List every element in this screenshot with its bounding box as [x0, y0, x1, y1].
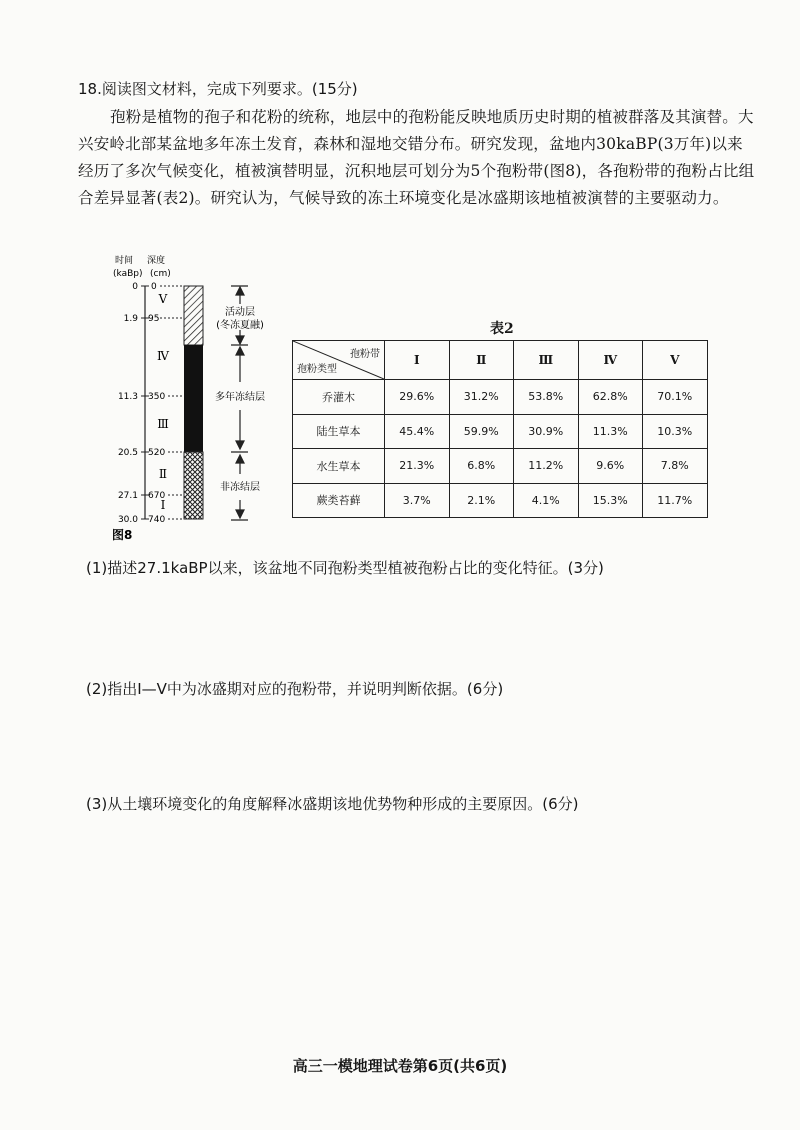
pollen-table [292, 340, 708, 518]
table-row [293, 449, 708, 484]
active-layer-note: (冬冻夏融) [216, 320, 264, 331]
table-row [293, 483, 708, 518]
table-corner-cell [293, 341, 385, 380]
question-2: (2)指出Ⅰ—Ⅴ中为冰盛期对应的孢粉带，并说明判断依据。(6分) [86, 680, 504, 698]
corner-bottom-label: 孢粉类型 [297, 364, 337, 375]
depth-axis-label: 深度 [147, 256, 166, 266]
question-3: (3)从土壤环境变化的角度解释冰盛期该地优势物种形成的主要原因。(6分) [86, 795, 579, 813]
active-layer-label: 活动层 [225, 307, 255, 318]
intro-paragraph [78, 104, 758, 212]
permafrost-fill [184, 345, 203, 452]
depth-label-1: 95 [148, 314, 160, 324]
time-label-0: 0 [132, 282, 138, 292]
stratigraphic-column-diagram [110, 252, 288, 552]
row-label: 蕨类苔藓 [293, 483, 385, 518]
table-cell: 21.3% [385, 449, 450, 484]
table-cell: 62.8% [578, 380, 643, 415]
row-label: 陆生草本 [293, 414, 385, 449]
table-row [293, 414, 708, 449]
depth-axis-unit: (cm) [150, 269, 171, 279]
figure-caption: 图8 [112, 528, 133, 542]
table-header-row [293, 341, 708, 380]
table-cell: 4.1% [514, 483, 579, 518]
question-header: 18.阅读图文材料，完成下列要求。(15分) [78, 80, 358, 98]
table-title: 表2 [490, 321, 514, 337]
table-cell: 59.9% [449, 414, 514, 449]
zone-label-III: Ⅲ [157, 417, 169, 431]
table-cell: 53.8% [514, 380, 579, 415]
column-header: Ⅱ [449, 341, 514, 380]
row-label: 水生草本 [293, 449, 385, 484]
zone-label-IV: Ⅳ [157, 349, 169, 363]
table-cell: 11.7% [643, 483, 708, 518]
table-cell: 3.7% [385, 483, 450, 518]
table-cell: 70.1% [643, 380, 708, 415]
table-cell: 9.6% [578, 449, 643, 484]
depth-label-2: 350 [148, 392, 166, 402]
table-cell: 29.6% [385, 380, 450, 415]
active-layer-fill [184, 286, 203, 345]
table-row [293, 380, 708, 415]
time-label-4: 27.1 [117, 491, 138, 501]
depth-label-5: 740 [148, 515, 166, 525]
table-cell: 31.2% [449, 380, 514, 415]
table-cell: 11.3% [578, 414, 643, 449]
non-frozen-fill [184, 452, 203, 519]
permafrost-label: 多年冻结层 [215, 392, 265, 403]
corner-top-label: 孢粉带 [350, 349, 380, 360]
column-header: I [385, 341, 450, 380]
table-cell: 45.4% [385, 414, 450, 449]
depth-label-0: 0 [151, 282, 157, 292]
table-cell: 15.3% [578, 483, 643, 518]
table-cell: 6.8% [449, 449, 514, 484]
zone-label-I: I [160, 498, 166, 512]
depth-label-3: 520 [148, 448, 166, 458]
zone-label-V: V [158, 292, 168, 306]
time-axis-label: 时间 [115, 256, 134, 266]
time-axis-unit: (kaBp) [113, 269, 143, 279]
table-cell: 7.8% [643, 449, 708, 484]
table-cell: 10.3% [643, 414, 708, 449]
row-label: 乔灌木 [293, 380, 385, 415]
non-frozen-label: 非冻结层 [220, 482, 260, 493]
table-cell: 30.9% [514, 414, 579, 449]
time-label-2: 11.3 [117, 392, 138, 402]
page-footer: 高三一模地理试卷第6页(共6页) [292, 1057, 508, 1075]
time-label-5: 30.0 [117, 515, 138, 525]
question-1: (1)描述27.1kaBP以来，该盆地不同孢粉类型植被孢粉占比的变化特征。(3分) [86, 559, 604, 577]
column-header: Ⅳ [578, 341, 643, 380]
zone-label-II: Ⅱ [158, 467, 168, 481]
column-header: V [643, 341, 708, 380]
intro-text: 孢粉是植物的孢子和花粉的统称，地层中的孢粉能反映地质历史时期的植被群落及其演替。大兴安岭北部某盆地多年冻土发育，森林和湿地交错分布。研究发现，盆地内30kaBP(3万年)以来经历了多次气候变化，植被演替明显，沉积地层可划分为5个孢粉带(图8)，各孢粉带的孢粉占比组合差异显著(表2)。研究认为，气候导致的冻土环境变化是冰盛期该地植被演替的主要驱动力。 [78, 108, 755, 207]
time-label-3: 20.5 [117, 448, 138, 458]
table-cell: 2.1% [449, 483, 514, 518]
depth-label-4: 670 [148, 491, 166, 501]
column-header: Ⅲ [514, 341, 579, 380]
figure-8 [110, 252, 288, 552]
time-label-1: 1.9 [123, 314, 138, 324]
table-cell: 11.2% [514, 449, 579, 484]
